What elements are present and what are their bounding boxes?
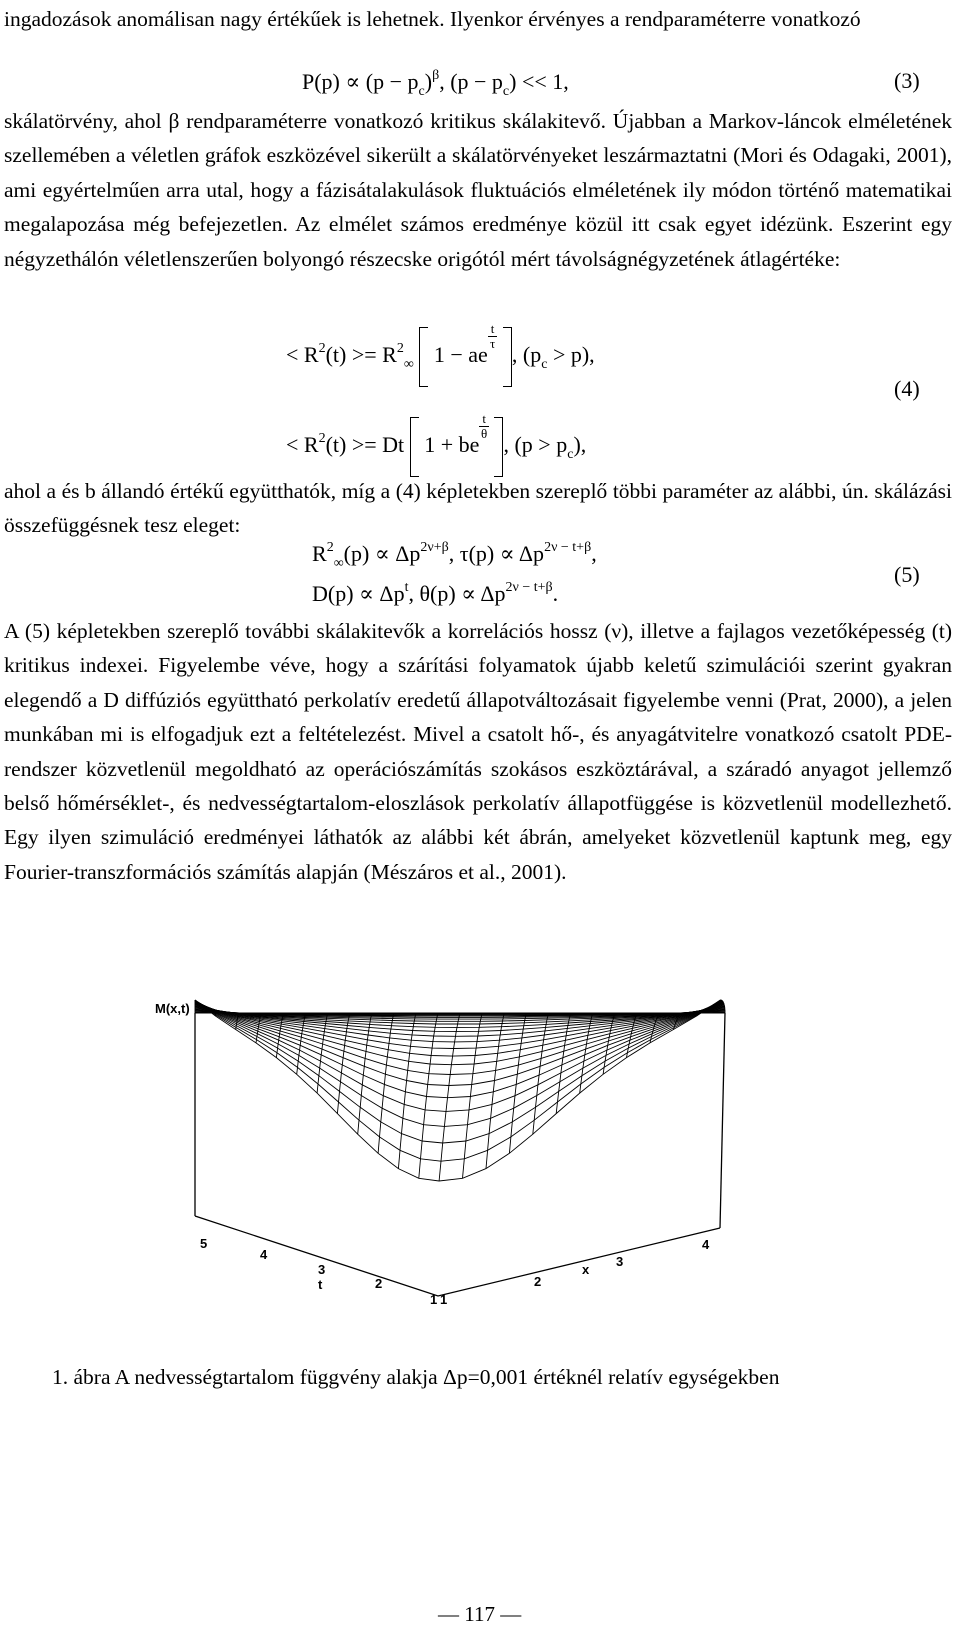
x-tick-1: 1 xyxy=(440,1292,448,1307)
figure-caption: 1. ábra A nedvességtartalom függvény alakja Δp=0,001 értéknél relatív egységekben xyxy=(52,1365,780,1389)
axis-edge-line xyxy=(720,1013,725,1228)
eq4-l1-bracket-left xyxy=(419,327,428,387)
eq5-l2-c: . xyxy=(552,581,559,606)
equation-5-number: (5) xyxy=(894,562,920,587)
t-axis-label: t xyxy=(318,1277,323,1292)
eq3-sup-beta: β xyxy=(432,68,440,83)
surface-plot-figure xyxy=(140,918,740,1343)
eq4-l1-c: 1 − ae xyxy=(433,342,488,367)
eq4-l2-sup2: 2 xyxy=(318,431,326,446)
equation-4-line-1 xyxy=(286,322,595,387)
equation-3-number: (3) xyxy=(894,68,920,93)
eq5-l2-sup4: 2ν − t+β xyxy=(505,580,553,595)
eq4-l1-a: < R xyxy=(286,342,319,367)
x-tick-4: 4 xyxy=(702,1237,710,1252)
eq4-l1-exp-den: τ xyxy=(489,336,496,351)
x-tick-3: 3 xyxy=(616,1254,624,1269)
mesh-line xyxy=(580,1013,593,1093)
equation-4-line-2 xyxy=(286,412,586,477)
eq5-l1-c: , τ(p) ∝ Δp xyxy=(448,541,545,566)
eq5-l2-b: , θ(p) ∝ Δp xyxy=(408,581,506,606)
eq5-l1-sup2b: 2ν − t+β xyxy=(544,540,592,555)
eq4-l2-b: (t) >= Dt xyxy=(325,432,405,457)
eq4-l1-inf: ∞ xyxy=(403,357,414,372)
base-axis-line xyxy=(195,1216,720,1296)
eq5-l1-sup2: 2 xyxy=(326,540,334,555)
eq4-l1-sub-c: c xyxy=(541,357,548,372)
z-axis-label: M(x,t) xyxy=(155,1001,190,1016)
eq4-l1-sup2b: 2 xyxy=(396,341,404,356)
eq4-l1-e: > p), xyxy=(547,342,595,367)
eq4-l1-exp-num: t xyxy=(488,322,498,337)
eq4-l2-exp-num: t xyxy=(479,412,489,427)
eq5-l1-b: (p) ∝ Δp xyxy=(343,541,421,566)
eq3-part-3: , (p − p xyxy=(439,69,503,94)
eq4-l2-c: 1 + be xyxy=(424,432,480,457)
eq4-l1-bracket-right xyxy=(503,327,512,387)
t-tick-3: 3 xyxy=(318,1262,326,1277)
mesh-line xyxy=(398,1013,415,1169)
paragraph-4: A (5) képletekben szereplő további skálakitevők a korrelációs hossz (ν), illetve a fajlagos vezetőképesség (t) kritikus indexei. Figyelembe véve, hogy a szárítási folyamatok újabb keletű szimulációi szerint gyakran elegendő a D diffúziós együttható perkolatív eredetű állapotváltozásait figyelembe venni (Prat, 2000), a jelen munkában mi is elfogadjuk ezt a feltételezést. Mivel a csatolt hő-, és anyagátvitelre vonatkozó csatolt PDE-rendszer közvetlenül megoldható az operációszámítás szokásos eszköztárával, a száradó anyagot jellemző belső hőmérséklet-, és nedvességtartalom-eloszlások perkolatív állapotfüggése is közvetlenül modellezhető. Egy ilyen szimuláció eredményei láthatók az alábbi két ábrán, amelyeket közvetlenül kaptunk meg, egy Fourier-transzformációs számítás alapján (Mészáros et al., 2001). xyxy=(4,619,952,884)
eq4-l2-e: ), xyxy=(573,432,587,457)
eq3-part-1: P(p) ∝ (p − p xyxy=(302,69,419,94)
eq4-l1-d: , (p xyxy=(511,342,542,367)
equation-5-line-2 xyxy=(312,580,558,607)
eq5-l2-a: D(p) ∝ Δp xyxy=(312,581,405,606)
eq3-part-4: ) << 1, xyxy=(509,69,569,94)
eq4-l1-sup2: 2 xyxy=(318,341,326,356)
x-axis-label: x xyxy=(582,1262,590,1277)
eq3-sub-c-2: c xyxy=(502,84,510,99)
t-tick-1: 1 xyxy=(430,1292,438,1307)
eq5-l1-a: R xyxy=(312,541,327,566)
t-axis-ticks xyxy=(200,1236,437,1307)
eq3-sub-c: c xyxy=(418,84,425,99)
eq5-l1-d: , xyxy=(591,541,597,566)
page-number: — 117 — xyxy=(438,1602,522,1626)
eq4-l2-exponent xyxy=(479,412,489,441)
eq4-l1-exponent xyxy=(488,322,498,351)
mesh-line xyxy=(195,1002,723,1065)
paragraph-2: skálatörvény, ahol β rendparaméterre vonatkozó kritikus skálakitevő. Újabban a Markov-láncok elméletének szellemében a véletlen gráfok eszközével sikerült a skálatörvényeket leszármaztatni (Mori és Odagaki, 2001), ami egyértelműen arra utal, hogy a fázisátalakulások fluktuációs elméletének ily módon történő matematikai megalapozása még befejezetlen. Az elmélet számos eredménye közül itt csak egyet idézünk. Eszerint egy négyzethálón véletlenszerűen bolyongó részecske origótól mért távolságnégyzetének átlagértéke: xyxy=(4,109,952,271)
eq4-l2-sub-c: c xyxy=(567,447,574,462)
x-axis-ticks xyxy=(440,1237,710,1307)
eq4-l2-d: , (p > p xyxy=(503,432,568,457)
surface-mesh xyxy=(195,1000,725,1296)
eq5-l2-sup3: t xyxy=(404,580,409,595)
t-tick-5: 5 xyxy=(200,1236,208,1251)
paragraph-3: ahol a és b állandó értékű együtthatók, míg a (4) képletekben szereplő többi paraméter az alábbi, ún. skálázási összefüggésnek tesz eleget: xyxy=(4,479,952,538)
eq4-l1-b: (t) >= R xyxy=(325,342,397,367)
equation-4-number: (4) xyxy=(894,376,920,401)
eq4-l2-exp-den: θ xyxy=(481,426,488,441)
t-tick-4: 4 xyxy=(260,1247,268,1262)
t-tick-2: 2 xyxy=(375,1276,383,1291)
equation-3 xyxy=(302,68,569,100)
paragraph-1: ingadozások anomálisan nagy értékűek is lehetnek. Ilyenkor érvényes a rendparaméterre vonatkozó xyxy=(4,7,861,31)
x-tick-2: 2 xyxy=(534,1274,542,1289)
eq3-part-2: ) xyxy=(424,69,433,94)
eq4-l2-bracket-left xyxy=(410,417,419,477)
equation-5-line-1 xyxy=(312,540,597,572)
eq5-l1-sup1: 2ν+β xyxy=(420,540,449,555)
eq4-l2-a: < R xyxy=(286,432,319,457)
eq5-l1-inf: ∞ xyxy=(333,556,344,571)
